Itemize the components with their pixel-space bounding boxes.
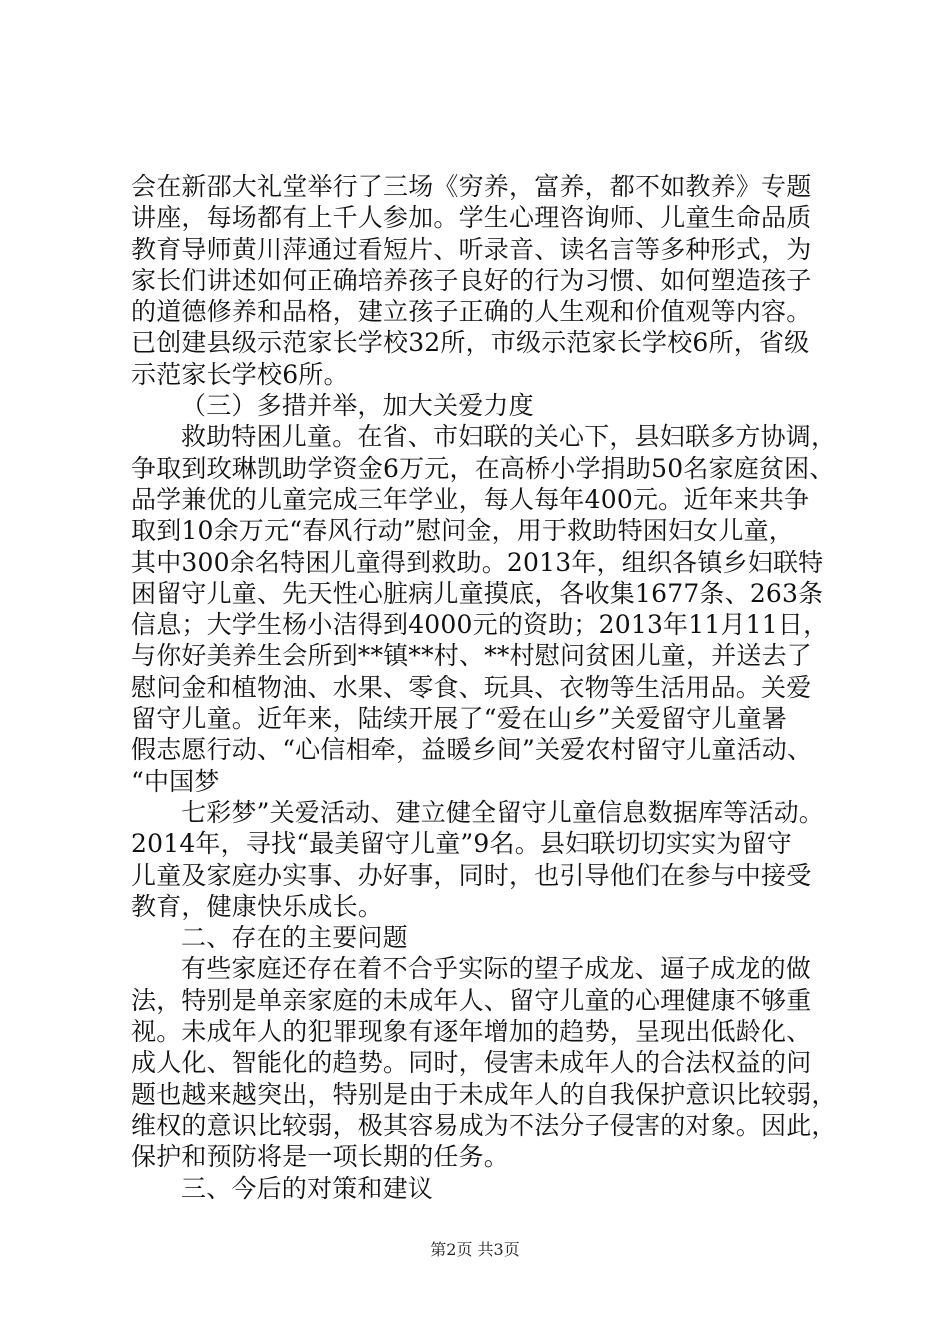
text-line: 其中300余名特困儿童得到救助。2013年，组织各镇乡妇联特 — [131, 547, 824, 577]
text-line: 有些家庭还存在着不合乎实际的望子成龙、逼子成龙的做 — [181, 954, 812, 984]
text-line: 视。未成年人的犯罪现象有逐年增加的趋势，呈现出低龄化、 — [131, 1017, 812, 1047]
text-line: 争取到玫琳凯助学资金6万元，在高桥小学捐助50名家庭贫困、 — [131, 453, 835, 483]
text-line: 成人化、智能化的趋势。同时，侵害未成年人的合法权益的问 — [131, 1048, 812, 1078]
text-line: 取到10余万元“春风行动”慰问金，用于救助特困妇女儿童， — [131, 516, 794, 546]
body-text — [131, 171, 837, 1204]
text-line: 示范家长学校6所。 — [131, 359, 349, 389]
text-line: 讲座，每场都有上千人参加。学生心理咨询师、儿童生命品质 — [131, 203, 812, 233]
text-line: 家长们讲述如何正确培养孩子良好的行为习惯、如何塑造孩子 — [131, 265, 812, 295]
text-line: 儿童及家庭办实事、办好事，同时，也引导他们在参与中接受 — [131, 860, 812, 890]
text-line: 假志愿行动、“心信相牵，益暖乡间”关爱农村留守儿童活动、 — [131, 735, 813, 765]
text-line: 题也越来越突出，特别是由于未成年人的自我保护意识比较弱， — [131, 1079, 837, 1109]
text-line: 的道德修养和品格，建立孩子正确的人生观和价值观等内容。 — [131, 297, 812, 327]
text-line: 2014年，寻找“最美留守儿童”9名。县妇联切切实实为留守 — [131, 829, 792, 859]
text-line: 教育，健康快乐成长。 — [131, 891, 384, 921]
text-line: 三、今后的对策和建议 — [181, 1173, 434, 1203]
text-line: 已创建县级示范家长学校32所，市级示范家长学校6所，省级 — [131, 328, 810, 358]
page-footer: 第2页 共3页 — [430, 1240, 520, 1259]
text-line: 教育导师黄川萍通过看短片、听录音、读名言等多种形式，为 — [131, 234, 812, 264]
text-line: 慰问金和植物油、水果、零食、玩具、衣物等生活用品。关爱 — [131, 672, 812, 702]
text-line: 维权的意识比较弱，极其容易成为不法分子侵害的对象。因此， — [131, 1110, 837, 1140]
text-line: 品学兼优的儿童完成三年学业，每人每年400元。近年来共争 — [131, 484, 810, 514]
text-line: 会在新邵大礼堂举行了三场《穷养，富养，都不如教养》专题 — [131, 172, 812, 201]
text-line: 保护和预防将是一项长期的任务。 — [131, 1142, 510, 1172]
text-line: 与你好美养生会所到**镇**村、**村慰问贫困儿童，并送去了 — [131, 641, 813, 671]
text-line: 救助特困儿童。在省、市妇联的关心下，县妇联多方协调， — [181, 422, 837, 452]
text-line: 困留守儿童、先天性心脏病儿童摸底，各收集1677条、263条 — [131, 578, 824, 608]
text-line: 留守儿童。近年来，陆续开展了“爱在山乡”关爱留守儿童暑 — [131, 704, 787, 734]
text-line: 信息；大学生杨小洁得到4000元的资助；2013年11月11日， — [131, 610, 829, 640]
text-line: 法，特别是单亲家庭的未成年人、留守儿童的心理健康不够重 — [131, 985, 812, 1015]
text-line: 二、存在的主要问题 — [181, 923, 408, 953]
text-line: 七彩梦”关爱活动、建立健全留守儿童信息数据库等活动。 — [181, 797, 824, 827]
text-line: （三）多措并举，加大关爱力度 — [181, 391, 534, 421]
text-line: “中国梦 — [131, 766, 220, 796]
